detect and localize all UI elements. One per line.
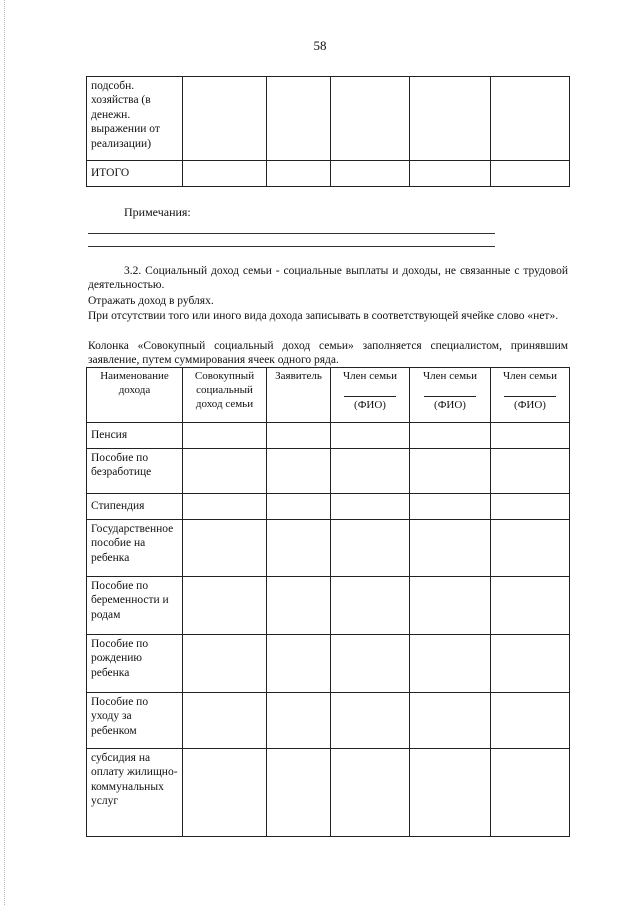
fio-line[interactable] <box>504 396 556 397</box>
value-cell[interactable] <box>267 635 331 693</box>
header-income-name: Наименование дохода <box>87 368 183 423</box>
value-cell[interactable] <box>267 494 331 520</box>
fio-line[interactable] <box>424 396 476 397</box>
row-label: подсобн. хозяйства (в денежн. выражении от реализации) <box>87 77 183 161</box>
value-cell[interactable] <box>183 635 267 693</box>
member-label: Член семьи <box>503 370 557 382</box>
header-total: Совокупный социальный доход семьи <box>183 368 267 423</box>
value-cell[interactable] <box>491 577 570 635</box>
header-member-1 <box>331 368 410 423</box>
fio-label: (ФИО) <box>514 398 546 411</box>
header-member-3 <box>491 368 570 423</box>
value-cell[interactable] <box>331 449 410 494</box>
page-edge <box>4 0 6 905</box>
value-cell[interactable] <box>267 161 331 187</box>
earned-income-table-tail <box>86 76 570 187</box>
table-row <box>87 635 570 693</box>
income-type-housing-subsidy: субсидия на оплату жилищно-коммунальных услуг <box>87 749 183 837</box>
value-cell[interactable] <box>267 423 331 449</box>
value-cell[interactable] <box>410 77 491 161</box>
value-cell[interactable] <box>331 635 410 693</box>
social-income-table <box>86 367 570 837</box>
value-cell[interactable] <box>491 635 570 693</box>
value-cell[interactable] <box>491 77 570 161</box>
table-row <box>87 577 570 635</box>
value-cell[interactable] <box>183 161 267 187</box>
income-type-maternity: Пособие по беременности и родам <box>87 577 183 635</box>
value-cell[interactable] <box>183 494 267 520</box>
value-cell[interactable] <box>410 161 491 187</box>
page-number: 58 <box>313 38 327 53</box>
value-cell[interactable] <box>331 161 410 187</box>
value-cell[interactable] <box>331 577 410 635</box>
notes-line-1[interactable] <box>88 233 495 234</box>
notes-label: Примечания: <box>124 205 191 219</box>
header-row <box>87 368 570 423</box>
table-row <box>87 77 570 161</box>
instruction-rubles: Отражать доход в рублях. <box>88 295 214 307</box>
member-label: Член семьи <box>343 370 397 382</box>
section-heading: 3.2. Социальный доход семьи - социальные выплаты и доходы, не связанные с трудовой деятельностью. <box>88 265 568 292</box>
value-cell[interactable] <box>410 494 491 520</box>
value-cell[interactable] <box>331 494 410 520</box>
income-type-unemployment: Пособие по безработице <box>87 449 183 494</box>
value-cell[interactable] <box>183 693 267 749</box>
table-row <box>87 520 570 577</box>
table-row <box>87 423 570 449</box>
value-cell[interactable] <box>410 577 491 635</box>
value-cell[interactable] <box>267 449 331 494</box>
value-cell[interactable] <box>331 749 410 837</box>
value-cell[interactable] <box>410 520 491 577</box>
value-cell[interactable] <box>267 749 331 837</box>
fio-label: (ФИО) <box>354 398 386 411</box>
value-cell[interactable] <box>491 693 570 749</box>
value-cell[interactable] <box>183 449 267 494</box>
income-type-pension: Пенсия <box>87 423 183 449</box>
value-cell[interactable] <box>491 449 570 494</box>
member-label: Член семьи <box>423 370 477 382</box>
fio-label: (ФИО) <box>434 398 466 411</box>
income-type-child-allowance: Государственное пособие на ребенка <box>87 520 183 577</box>
value-cell[interactable] <box>410 693 491 749</box>
value-cell[interactable] <box>267 520 331 577</box>
income-type-stipend: Стипендия <box>87 494 183 520</box>
value-cell[interactable] <box>183 520 267 577</box>
value-cell[interactable] <box>183 577 267 635</box>
income-type-birth: Пособие по рождению ребенка <box>87 635 183 693</box>
row-label: ИТОГО <box>87 161 183 187</box>
value-cell[interactable] <box>267 577 331 635</box>
header-member-2 <box>410 368 491 423</box>
table-row <box>87 494 570 520</box>
value-cell[interactable] <box>267 693 331 749</box>
instruction-total-column: Колонка «Совокупный социальный доход семьи» заполняется специалистом, принявшим заявление, путем суммирования ячеек одного ряда. <box>88 340 568 367</box>
header-applicant: Заявитель <box>267 368 331 423</box>
table-row <box>87 449 570 494</box>
value-cell[interactable] <box>331 520 410 577</box>
table-row <box>87 749 570 837</box>
value-cell[interactable] <box>183 423 267 449</box>
income-type-childcare: Пособие по уходу за ребенком <box>87 693 183 749</box>
value-cell[interactable] <box>183 749 267 837</box>
value-cell[interactable] <box>331 423 410 449</box>
value-cell[interactable] <box>491 423 570 449</box>
value-cell[interactable] <box>183 77 267 161</box>
table-row <box>87 161 570 187</box>
value-cell[interactable] <box>331 693 410 749</box>
value-cell[interactable] <box>267 77 331 161</box>
value-cell[interactable] <box>410 635 491 693</box>
value-cell[interactable] <box>331 77 410 161</box>
value-cell[interactable] <box>491 749 570 837</box>
notes-line-2[interactable] <box>88 246 495 247</box>
instruction-absence: При отсутствии того или иного вида дохода записывать в соответствующей ячейке слово «нет». <box>88 310 559 322</box>
fio-line[interactable] <box>344 396 396 397</box>
table-row <box>87 693 570 749</box>
value-cell[interactable] <box>491 494 570 520</box>
value-cell[interactable] <box>491 161 570 187</box>
value-cell[interactable] <box>410 423 491 449</box>
value-cell[interactable] <box>410 749 491 837</box>
value-cell[interactable] <box>410 449 491 494</box>
value-cell[interactable] <box>491 520 570 577</box>
